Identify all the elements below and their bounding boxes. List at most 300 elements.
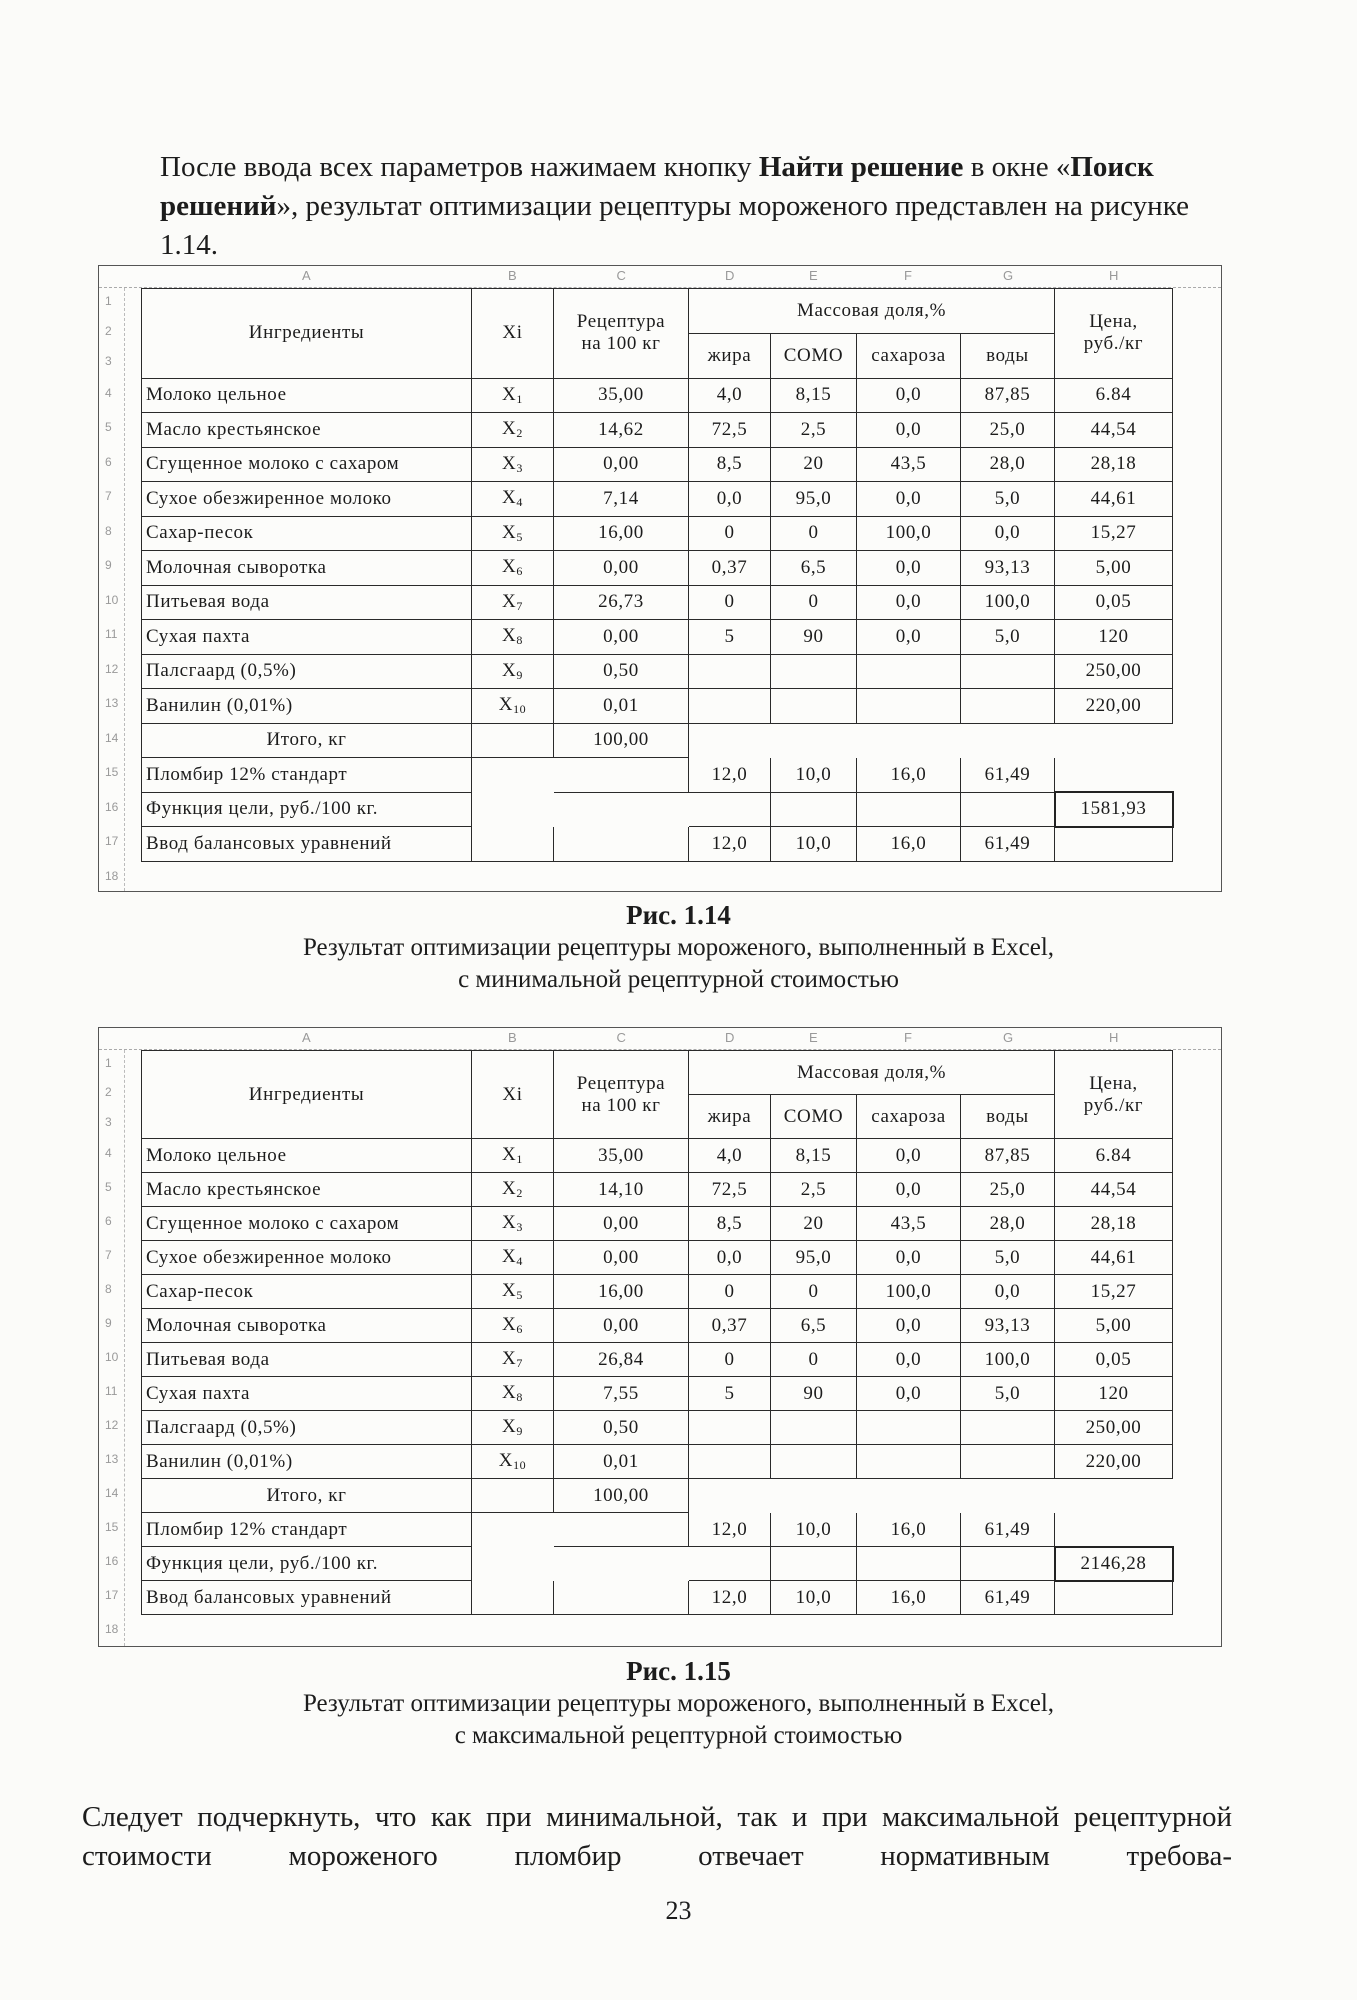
table-row — [142, 447, 1173, 482]
mass-sucrose: 0,0 — [857, 551, 961, 586]
mass-water: 25,0 — [961, 1173, 1055, 1207]
variable-index: 7 — [516, 1356, 523, 1371]
recipe-value: 0,01 — [554, 1445, 689, 1479]
mass-fat: 0,37 — [689, 1309, 771, 1343]
mass-sucrose — [857, 1445, 961, 1479]
recipe-value: 16,00 — [554, 1275, 689, 1309]
column-letter: E — [809, 1030, 818, 1045]
price-value: 15,27 — [1055, 1275, 1173, 1309]
table-row — [142, 482, 1173, 517]
empty-cell — [771, 1479, 857, 1513]
recipe-value: 0,00 — [554, 551, 689, 586]
recipe-value: 14,62 — [554, 413, 689, 448]
ingredient-name: Палсгаард (0,5%) — [142, 654, 472, 689]
balance-label: Ввод балансовых уравнений — [142, 827, 472, 862]
row-number: 2 — [105, 1085, 112, 1100]
empty-cell — [1055, 827, 1173, 862]
row-number: 16 — [105, 1554, 119, 1569]
balance-label: Ввод балансовых уравнений — [142, 1581, 472, 1615]
column-letter: A — [302, 1030, 311, 1045]
row-number: 15 — [105, 765, 119, 780]
variable-index: 8 — [516, 633, 523, 648]
ingredient-name: Масло крестьянское — [142, 413, 472, 448]
column-letter: D — [725, 1030, 735, 1045]
mass-somo: 20 — [771, 447, 857, 482]
row-number: 7 — [105, 1248, 112, 1263]
variable-index: 2 — [516, 426, 523, 441]
data-table — [141, 1050, 1174, 1615]
mass-somo: 95,0 — [771, 482, 857, 517]
empty-cell — [1055, 1581, 1173, 1615]
row-number: 11 — [105, 627, 118, 642]
empty-cell — [771, 723, 857, 758]
mass-fat: 72,5 — [689, 413, 771, 448]
empty-cell — [1055, 723, 1173, 758]
objective-row — [142, 792, 1173, 827]
recipe-value: 0,50 — [554, 654, 689, 689]
balance-value: 16,0 — [857, 1581, 961, 1615]
empty-cell — [472, 723, 554, 758]
row-number: 4 — [105, 1146, 112, 1161]
variable-index: 3 — [516, 460, 523, 475]
header-ingredients: Ингредиенты — [142, 289, 472, 379]
mass-water: 93,13 — [961, 1309, 1055, 1343]
price-value: 120 — [1055, 620, 1173, 655]
mass-fat: 0,37 — [689, 551, 771, 586]
mass-water: 5,0 — [961, 1241, 1055, 1275]
figure-caption-line: Результат оптимизации рецептуры мороженого, выполненный в Excel, — [302, 1690, 1055, 1717]
variable-letter: X — [498, 694, 514, 716]
variable-index: 6 — [516, 1322, 523, 1337]
figure-title: Рис. 1.14 — [626, 900, 731, 930]
header-fat: жира — [689, 1095, 771, 1139]
mass-somo — [771, 1445, 857, 1479]
column-letter: F — [904, 1030, 912, 1045]
mass-sucrose: 0,0 — [857, 482, 961, 517]
mass-water: 28,0 — [961, 447, 1055, 482]
data-table — [141, 288, 1174, 862]
variable-letter: X — [502, 625, 517, 647]
ingredient-name: Сухая пахта — [142, 1377, 472, 1411]
row-number: 13 — [105, 1452, 119, 1467]
row-header-bar — [99, 1050, 125, 1646]
variable-letter: X — [502, 383, 517, 405]
recipe-value: 0,00 — [554, 1309, 689, 1343]
ingredient-name: Сгущенное молоко с сахаром — [142, 447, 472, 482]
mass-water — [961, 1445, 1055, 1479]
table-row — [142, 1275, 1173, 1309]
recipe-value: 16,00 — [554, 516, 689, 551]
header-price — [1055, 289, 1173, 379]
standard-value: 12,0 — [689, 1513, 771, 1547]
row-number: 10 — [105, 592, 119, 607]
column-header-bar — [99, 266, 1221, 288]
table-row — [142, 1445, 1173, 1479]
mass-sucrose: 0,0 — [857, 378, 961, 413]
variable-index: 5 — [516, 1288, 523, 1303]
figure-1-15-caption — [0, 1654, 1357, 1752]
standard-value: 61,49 — [961, 758, 1055, 793]
mass-water — [961, 689, 1055, 724]
mass-sucrose: 43,5 — [857, 447, 961, 482]
variable-letter: X — [502, 487, 517, 509]
ingredient-variable — [472, 620, 554, 655]
empty-cell — [857, 723, 961, 758]
column-letter: C — [616, 268, 626, 283]
mass-sucrose: 0,0 — [857, 620, 961, 655]
price-value: 44,61 — [1055, 1241, 1173, 1275]
ingredient-variable — [472, 378, 554, 413]
mass-fat — [689, 654, 771, 689]
ingredient-variable — [472, 1343, 554, 1377]
standard-row — [142, 758, 1173, 793]
total-value: 100,00 — [554, 1479, 689, 1513]
mass-sucrose — [857, 654, 961, 689]
figure-1-14-caption — [0, 898, 1357, 996]
table-row — [142, 620, 1173, 655]
empty-cell — [472, 1479, 554, 1513]
mass-sucrose: 0,0 — [857, 1343, 961, 1377]
ingredient-name: Ванилин (0,01%) — [142, 1445, 472, 1479]
recipe-value: 14,10 — [554, 1173, 689, 1207]
empty-cell — [689, 1547, 771, 1581]
mass-water — [961, 1411, 1055, 1445]
balance-value: 61,49 — [961, 1581, 1055, 1615]
mass-fat: 5 — [689, 620, 771, 655]
header-xi: Xi — [472, 1051, 554, 1139]
mass-water: 25,0 — [961, 413, 1055, 448]
empty-cell — [961, 792, 1055, 827]
empty-cell — [857, 792, 961, 827]
mass-fat: 0 — [689, 1343, 771, 1377]
mass-sucrose: 0,0 — [857, 585, 961, 620]
mass-somo: 0 — [771, 1275, 857, 1309]
header-recipe-line: Рецептура — [576, 311, 666, 333]
mass-fat: 0 — [689, 516, 771, 551]
column-letter: E — [809, 268, 818, 283]
balance-value: 16,0 — [857, 827, 961, 862]
variable-index: 1 — [516, 1152, 523, 1167]
variable-index: 10 — [513, 1458, 527, 1473]
mass-somo — [771, 654, 857, 689]
variable-index: 5 — [516, 529, 523, 544]
recipe-value: 0,00 — [554, 447, 689, 482]
recipe-value: 35,00 — [554, 378, 689, 413]
variable-letter: X — [502, 452, 517, 474]
outro-paragraph: Следует подчеркнуть, что как при минимальной, так и при максимальной рецептурной стоимости мороженого пломбир отвечает нормативным требова- — [82, 1801, 1232, 1872]
standard-value: 16,0 — [857, 1513, 961, 1547]
variable-letter: X — [502, 1314, 517, 1336]
column-letter: F — [904, 268, 912, 283]
figure-caption-line: с минимальной рецептурной стоимостью — [458, 966, 899, 993]
empty-cell — [961, 1479, 1055, 1513]
ingredient-variable — [472, 1377, 554, 1411]
variable-index: 9 — [516, 667, 523, 682]
mass-somo: 0 — [771, 585, 857, 620]
empty-cell — [689, 1479, 771, 1513]
table-row — [142, 1173, 1173, 1207]
header-recipe-line: на 100 кг — [581, 1094, 661, 1116]
row-number: 5 — [105, 1180, 112, 1195]
mass-somo: 90 — [771, 1377, 857, 1411]
row-number: 15 — [105, 1520, 119, 1535]
ingredient-variable — [472, 1139, 554, 1173]
row-number: 1 — [105, 294, 112, 308]
mass-fat: 8,5 — [689, 447, 771, 482]
row-number: 9 — [105, 558, 112, 573]
row-number: 5 — [105, 420, 112, 435]
variable-index: 3 — [516, 1220, 523, 1235]
empty-cell — [554, 758, 689, 793]
ingredient-name: Сахар-песок — [142, 516, 472, 551]
mass-somo: 8,15 — [771, 1139, 857, 1173]
variable-letter: X — [502, 1416, 517, 1438]
recipe-value: 0,00 — [554, 1207, 689, 1241]
ingredient-name: Сахар-песок — [142, 1275, 472, 1309]
empty-cell — [472, 827, 554, 862]
ingredient-name: Молоко цельное — [142, 1139, 472, 1173]
row-header-bar — [99, 288, 125, 891]
mass-sucrose — [857, 689, 961, 724]
empty-cell — [472, 792, 554, 827]
balance-value: 10,0 — [771, 827, 857, 862]
variable-letter: X — [502, 521, 517, 543]
variable-letter: X — [498, 1450, 514, 1472]
empty-cell — [1055, 1479, 1173, 1513]
standard-row — [142, 1513, 1173, 1547]
empty-cell — [554, 1513, 689, 1547]
empty-cell — [771, 1547, 857, 1581]
ingredient-name: Палсгаард (0,5%) — [142, 1411, 472, 1445]
mass-sucrose: 0,0 — [857, 1139, 961, 1173]
standard-value: 16,0 — [857, 758, 961, 793]
recipe-value: 0,50 — [554, 1411, 689, 1445]
table-row — [142, 413, 1173, 448]
price-value: 220,00 — [1055, 1445, 1173, 1479]
column-letter: H — [1109, 1030, 1119, 1045]
recipe-value: 0,00 — [554, 620, 689, 655]
empty-cell — [472, 1581, 554, 1615]
header-price — [1055, 1051, 1173, 1139]
mass-fat: 4,0 — [689, 1139, 771, 1173]
mass-fat — [689, 1411, 771, 1445]
empty-cell — [554, 792, 689, 827]
table-row — [142, 516, 1173, 551]
table-row — [142, 1343, 1173, 1377]
empty-cell — [1055, 758, 1173, 793]
objective-label: Функция цели, руб./100 кг. — [142, 792, 472, 827]
variable-index: 8 — [516, 1390, 523, 1405]
figure-caption-line: с максимальной рецептурной стоимостью — [454, 1722, 903, 1749]
intro-text-2: в окне « — [963, 151, 1071, 183]
header-price-line: руб./кг — [1083, 333, 1144, 355]
ingredient-variable — [472, 1411, 554, 1445]
intro-bold-solver: Поиск решений — [160, 151, 1154, 222]
price-value: 6.84 — [1055, 378, 1173, 413]
mass-water: 0,0 — [961, 516, 1055, 551]
intro-text-3: », результат оптимизации рецептуры мороженого представлен на рисунке 1.14. — [160, 190, 1189, 261]
header-water: воды — [961, 1095, 1055, 1139]
header-fat: жира — [689, 333, 771, 378]
empty-cell — [554, 827, 689, 862]
spreadsheet-figure-1-15 — [98, 1027, 1222, 1647]
ingredient-name: Питьевая вода — [142, 585, 472, 620]
price-value: 44,61 — [1055, 482, 1173, 517]
mass-sucrose: 0,0 — [857, 413, 961, 448]
balance-row — [142, 1581, 1173, 1615]
price-value: 44,54 — [1055, 413, 1173, 448]
table-row — [142, 1377, 1173, 1411]
ingredient-variable — [472, 654, 554, 689]
mass-fat: 5 — [689, 1377, 771, 1411]
variable-letter: X — [502, 1178, 517, 1200]
recipe-value: 0,00 — [554, 1241, 689, 1275]
mass-fat: 0,0 — [689, 1241, 771, 1275]
empty-cell — [1055, 1513, 1173, 1547]
header-recipe — [554, 289, 689, 379]
empty-cell — [472, 758, 554, 793]
header-price-line: Цена, — [1089, 1072, 1138, 1094]
price-value: 28,18 — [1055, 1207, 1173, 1241]
price-value: 5,00 — [1055, 551, 1173, 586]
row-number: 12 — [105, 661, 119, 676]
row-number: 4 — [105, 385, 112, 400]
mass-somo: 0 — [771, 516, 857, 551]
objective-row — [142, 1547, 1173, 1581]
variable-letter: X — [502, 418, 517, 440]
recipe-value: 7,14 — [554, 482, 689, 517]
table-row — [142, 551, 1173, 586]
ingredient-variable — [472, 1275, 554, 1309]
mass-somo: 6,5 — [771, 1309, 857, 1343]
header-mass-fraction: Массовая доля,% — [689, 1051, 1055, 1095]
mass-somo: 0 — [771, 1343, 857, 1377]
column-header-bar — [99, 1028, 1221, 1050]
variable-index: 4 — [516, 495, 523, 510]
variable-index: 7 — [516, 598, 523, 613]
balance-value: 10,0 — [771, 1581, 857, 1615]
empty-cell — [472, 1513, 554, 1547]
empty-cell — [689, 723, 771, 758]
mass-somo: 20 — [771, 1207, 857, 1241]
standard-label: Пломбир 12% стандарт — [142, 758, 472, 793]
mass-fat — [689, 1445, 771, 1479]
total-label: Итого, кг — [142, 723, 472, 758]
mass-somo: 90 — [771, 620, 857, 655]
variable-index: 1 — [516, 391, 523, 406]
row-number: 8 — [105, 1282, 112, 1297]
recipe-value: 26,73 — [554, 585, 689, 620]
mass-fat: 4,0 — [689, 378, 771, 413]
mass-somo — [771, 1411, 857, 1445]
total-label: Итого, кг — [142, 1479, 472, 1513]
variable-letter: X — [502, 1382, 517, 1404]
column-letter: A — [302, 268, 311, 283]
ingredient-name: Сухое обезжиренное молоко — [142, 482, 472, 517]
price-value: 44,54 — [1055, 1173, 1173, 1207]
variable-letter: X — [502, 1246, 517, 1268]
price-value: 0,05 — [1055, 585, 1173, 620]
variable-index: 9 — [516, 1424, 523, 1439]
header-xi: Xi — [472, 289, 554, 379]
variable-letter: X — [502, 556, 517, 578]
objective-value: 2146,28 — [1055, 1547, 1173, 1581]
variable-index: 10 — [513, 702, 527, 717]
price-value: 250,00 — [1055, 654, 1173, 689]
price-value: 220,00 — [1055, 689, 1173, 724]
standard-value: 10,0 — [771, 758, 857, 793]
mass-water: 87,85 — [961, 378, 1055, 413]
column-letter: C — [616, 1030, 626, 1045]
recipe-value: 0,01 — [554, 689, 689, 724]
table-row — [142, 1241, 1173, 1275]
column-letter: H — [1109, 268, 1119, 283]
objective-label: Функция цели, руб./100 кг. — [142, 1547, 472, 1581]
row-number: 8 — [105, 523, 112, 538]
price-value: 250,00 — [1055, 1411, 1173, 1445]
mass-water: 93,13 — [961, 551, 1055, 586]
variable-letter: X — [502, 1280, 517, 1302]
row-number: 13 — [105, 696, 119, 711]
mass-sucrose: 43,5 — [857, 1207, 961, 1241]
page-number: 23 — [665, 1896, 692, 1925]
mass-water: 100,0 — [961, 1343, 1055, 1377]
mass-sucrose: 0,0 — [857, 1309, 961, 1343]
header-recipe — [554, 1051, 689, 1139]
row-number: 7 — [105, 489, 112, 504]
header-somo: СОМО — [771, 333, 857, 378]
header-water: воды — [961, 333, 1055, 378]
ingredient-variable — [472, 447, 554, 482]
intro-text-1: После ввода всех параметров нажимаем кнопку — [160, 151, 759, 183]
row-number: 18 — [105, 1622, 119, 1637]
row-number: 9 — [105, 1316, 112, 1331]
ingredient-variable — [472, 413, 554, 448]
column-letter: G — [1003, 268, 1014, 283]
spreadsheet-figure-1-14 — [98, 265, 1222, 892]
empty-cell — [961, 723, 1055, 758]
mass-water: 5,0 — [961, 620, 1055, 655]
header-somo: СОМО — [771, 1095, 857, 1139]
mass-somo: 6,5 — [771, 551, 857, 586]
ingredient-variable — [472, 482, 554, 517]
mass-fat: 0 — [689, 585, 771, 620]
total-row — [142, 723, 1173, 758]
row-number: 14 — [105, 1486, 119, 1501]
header-ingredients: Ингредиенты — [142, 1051, 472, 1139]
header-row — [142, 289, 1173, 334]
ingredient-variable — [472, 1445, 554, 1479]
mass-sucrose — [857, 1411, 961, 1445]
row-number: 12 — [105, 1418, 119, 1433]
row-number: 11 — [105, 1384, 118, 1399]
mass-water: 5,0 — [961, 1377, 1055, 1411]
empty-cell — [771, 792, 857, 827]
row-number: 17 — [105, 834, 119, 849]
header-recipe-line: на 100 кг — [581, 333, 661, 355]
mass-fat: 0 — [689, 1275, 771, 1309]
variable-index: 2 — [516, 1186, 523, 1201]
ingredient-variable — [472, 689, 554, 724]
table-row — [142, 1207, 1173, 1241]
standard-value: 12,0 — [689, 758, 771, 793]
ingredient-name: Питьевая вода — [142, 1343, 472, 1377]
standard-value: 10,0 — [771, 1513, 857, 1547]
figure-caption-line: Результат оптимизации рецептуры мороженого, выполненный в Excel, — [302, 934, 1055, 961]
variable-index: 4 — [516, 1254, 523, 1269]
ingredient-variable — [472, 1207, 554, 1241]
mass-water: 0,0 — [961, 1275, 1055, 1309]
